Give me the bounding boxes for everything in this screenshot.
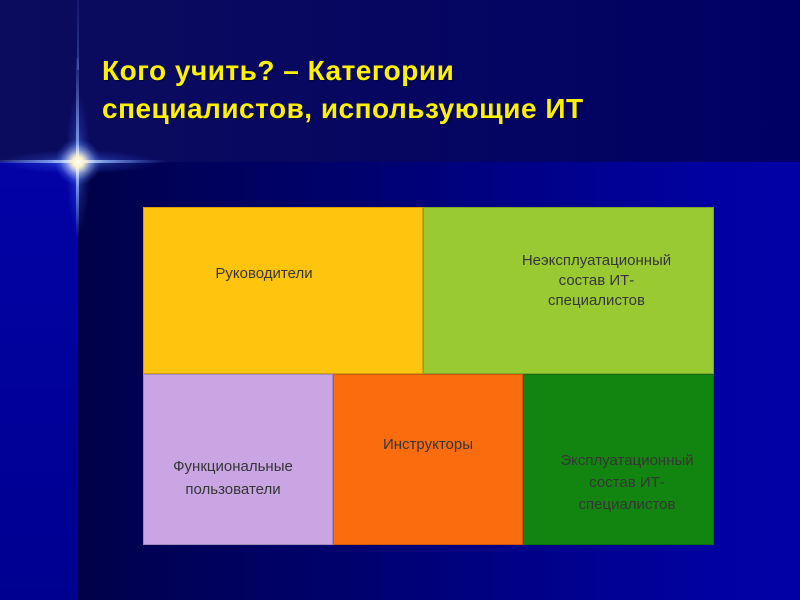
block-non-operational-it-staff [423, 207, 714, 374]
background-left-strip [0, 162, 78, 600]
block-non-operational-it-staff-label: Неэксплуатационный состав ИТ-специалистов [521, 252, 672, 309]
block-functional-users [143, 374, 333, 545]
block-instructors [333, 374, 523, 545]
block-operational-it-staff [523, 374, 714, 545]
block-managers-label: Руководители [215, 265, 313, 282]
block-instructors-label: Инструкторы [382, 436, 473, 453]
block-operational-it-staff-label: Эксплуатационный состав ИТ-специалистов [560, 452, 694, 513]
block-functional-users-label: Функциональные пользователи [173, 458, 293, 498]
block-managers [143, 207, 423, 374]
slide-title: Кого учить? – Категории специалистов, использующие ИТ [102, 55, 584, 124]
